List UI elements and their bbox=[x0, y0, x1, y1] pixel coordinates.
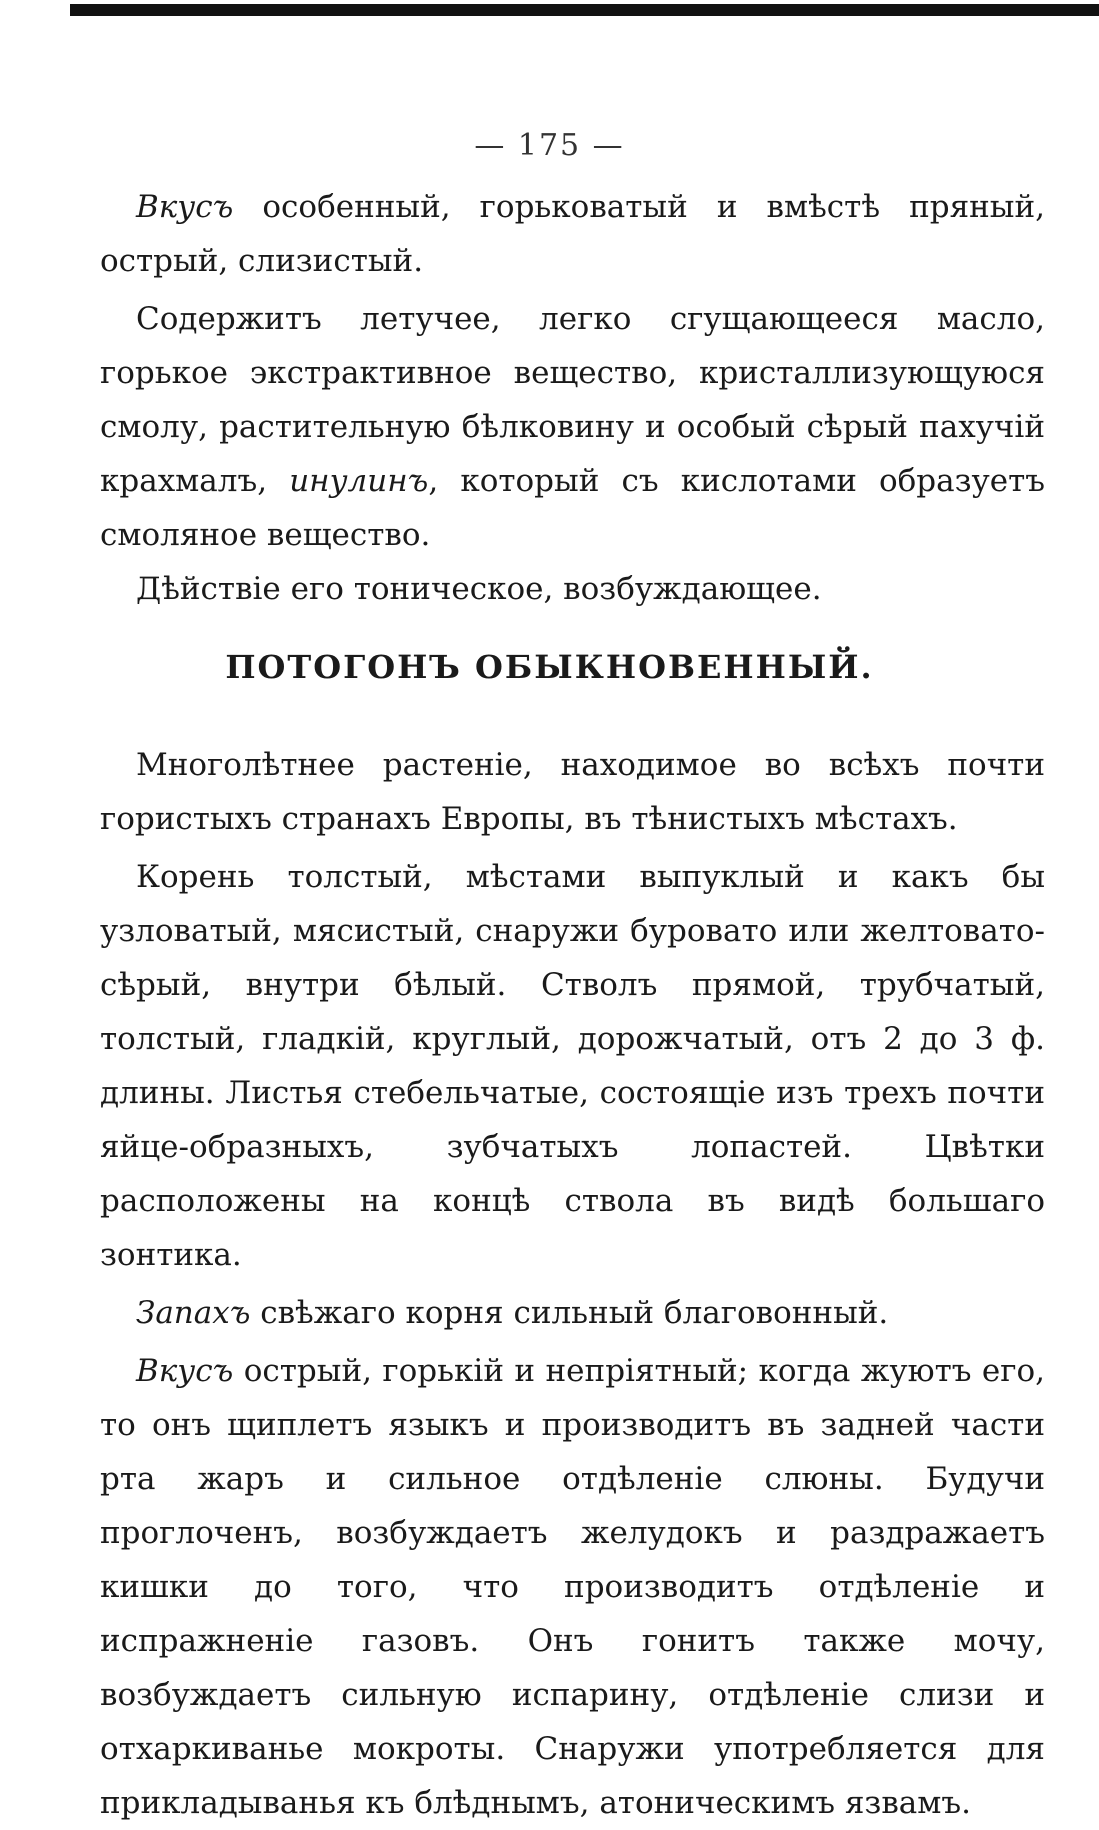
page-number: — 175 — bbox=[474, 128, 625, 163]
top-section bbox=[100, 180, 1045, 616]
contents-emphasis: инулинъ bbox=[289, 463, 429, 499]
contents-text-1: Содержитъ летучее, легко сгущающееся масло, горькое экстрактивное вещество, кристаллизующуюся смолу, растительную бѣлковину и особый сѣрый пахучій крахмалъ, bbox=[100, 301, 1045, 499]
section-heading: ПОТОГОНЪ ОБЫКНОВЕННЫЙ. bbox=[225, 648, 874, 686]
taste-lead: Вкусъ bbox=[136, 189, 234, 225]
taste2-text: острый, горькій и непріятный; когда жуютъ его, то онъ щиплетъ языкъ и производитъ въ задней части рта жаръ и сильное отдѣленіе слюны. Будучи проглоченъ, возбуждаетъ желудокъ и раздражаетъ кишки до того, что производитъ отдѣленіе и испражненіе газовъ. Онъ гонитъ также мочу, возбуждаетъ сильную испарину, отдѣленіе слизи и отхаркиванье мокроты. Снаружи употребляется для прикладыванья къ блѣднымъ, атоническимъ язвамъ. bbox=[100, 1353, 1045, 1821]
smell-lead: Запахъ bbox=[136, 1295, 251, 1331]
top-border-rule bbox=[70, 4, 1099, 16]
paragraph-description: Корень толстый, мѣстами выпуклый и какъ бы узловатый, мясистый, снаружи буровато или желтовато-сѣрый, внутри бѣлый. Стволъ прямой, трубчатый, толстый, гладкій, круглый, дорожчатый, отъ 2 до 3 ф. длины. Листья стебельчатые, состоящіе изъ трехъ почти яйце-образныхъ, зубчатыхъ лопастей. Цвѣтки расположены на концѣ ствола въ видѣ большаго зонтика. bbox=[100, 859, 1045, 1273]
action-text: Дѣйствіе его тоническое, возбуждающее. bbox=[136, 571, 822, 607]
paragraph-action bbox=[100, 562, 1045, 616]
paragraph-taste-2 bbox=[100, 1344, 1045, 1830]
paragraph-smell bbox=[100, 1286, 1045, 1340]
paragraph-taste-1 bbox=[100, 180, 1045, 288]
paragraph-habitat: Многолѣтнее растеніе, находимое во всѣхъ почти гористыхъ странахъ Европы, въ тѣнистыхъ мѣстахъ. bbox=[100, 747, 1045, 837]
contents-text-2: , который съ кислотами образуетъ смоляное вещество. bbox=[100, 463, 1045, 553]
smell-text: свѣжаго корня сильный благовонный. bbox=[250, 1295, 889, 1331]
paragraph-contents bbox=[100, 292, 1045, 562]
section-body bbox=[100, 738, 1045, 1830]
taste-text: особенный, горьковатый и вмѣстѣ пряный, острый, слизистый. bbox=[100, 189, 1045, 279]
taste2-lead: Вкусъ bbox=[136, 1353, 234, 1389]
